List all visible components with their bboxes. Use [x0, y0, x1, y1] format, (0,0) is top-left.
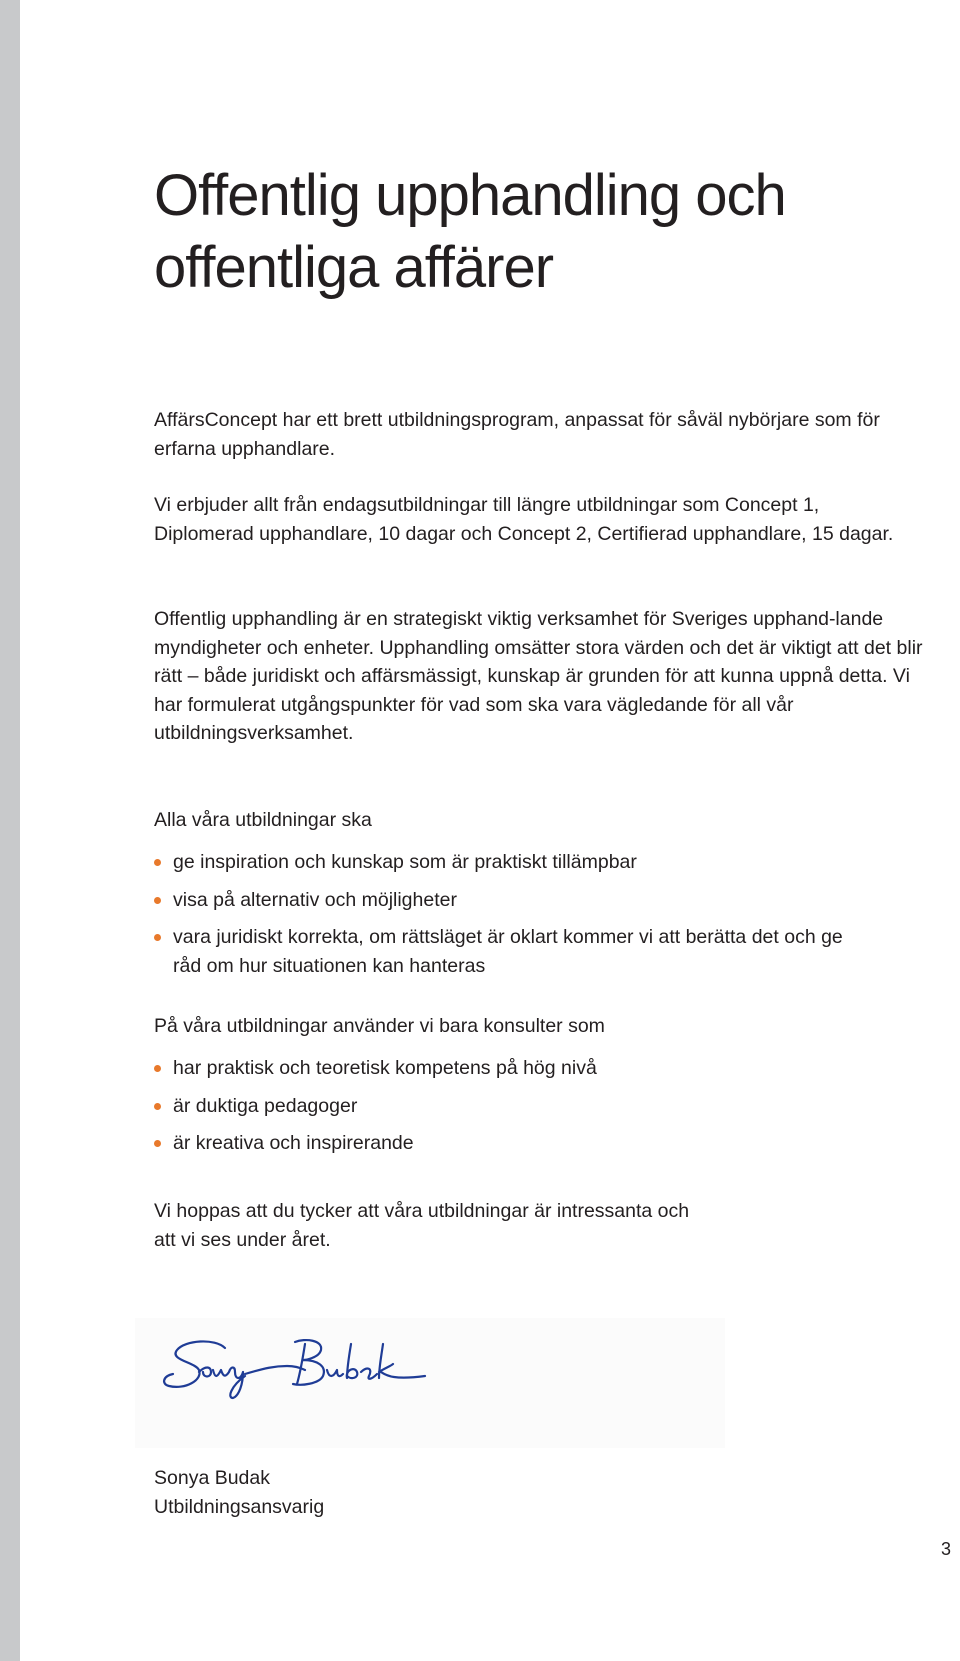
- title-line-2: offentliga affärer: [154, 235, 554, 300]
- side-margin-bar: [0, 0, 20, 1661]
- training-goals-list: [154, 848, 914, 980]
- bullet-dot: [154, 934, 161, 941]
- list-item: [154, 1129, 914, 1158]
- bullet-dot: [154, 897, 161, 904]
- list2-heading: På våra utbildningar använder vi bara konsulter som: [154, 1015, 605, 1037]
- list-item-text: är kreativa och inspirerande: [173, 1132, 414, 1154]
- title-line-1: Offentlig upphandling och: [154, 163, 786, 228]
- closing-paragraph: Vi hoppas att du tycker att våra utbildningar är intressanta och att vi ses under året.: [154, 1200, 690, 1251]
- signature-area: [135, 1318, 725, 1448]
- bullet-dot: [154, 1140, 161, 1147]
- programs-paragraph: Vi erbjuder allt från endagsutbildningar till längre utbildningar som Concept 1, Diplomerad upphandlare, 10 dagar och Concept 2, Certifierad upphandlare, 15 dagar.: [154, 494, 894, 545]
- intro-paragraph: AffärsConcept har ett brett utbildningsprogram, anpassat för såväl nybörjare som för erfarna upphandlare.: [154, 409, 880, 460]
- list-item-text: har praktisk och teoretisk kompetens på hög nivå: [173, 1057, 597, 1079]
- list-item: [154, 1054, 914, 1083]
- consultants-list: [154, 1054, 914, 1158]
- list-item: [154, 1092, 914, 1121]
- page-number: 3: [940, 1539, 951, 1559]
- list-item: [154, 848, 914, 877]
- list1-heading: Alla våra utbildningar ska: [154, 809, 372, 831]
- list-item-text: visa på alternativ och möjligheter: [173, 888, 457, 911]
- purpose-paragraph: Offentlig upphandling är en strategiskt viktig verksamhet för Sveriges upphand-lande myndigheter och enheter. Upphandling omsätter stora värden och det är viktigt att det blir rätt – både juridiskt och affärsmässigt, kunskap är grunden för att kunna uppnå detta. Vi har formulerat utgångspunkter för vad som ska vara vägledande för all vår utbildningsverksamhet.: [154, 608, 923, 744]
- list-item-text: är duktiga pedagoger: [173, 1094, 358, 1117]
- bullet-dot: [154, 859, 161, 866]
- list-item-text: vara juridiskt korrekta, om rättsläget är oklart kommer vi att berätta det och ge råd om hur situationen kan hanteras: [173, 926, 843, 977]
- list-item-text: ge inspiration och kunskap som är praktiskt tillämpbar: [173, 851, 637, 873]
- handwritten-signature: [155, 1326, 445, 1406]
- list-item: [154, 886, 914, 915]
- signer-role: Utbildningsansvarig: [154, 1496, 325, 1518]
- page-title: [154, 160, 914, 304]
- signer-name: Sonya Budak: [154, 1467, 271, 1489]
- list-item: [154, 923, 873, 980]
- bullet-dot: [154, 1065, 161, 1072]
- bullet-dot: [154, 1103, 161, 1110]
